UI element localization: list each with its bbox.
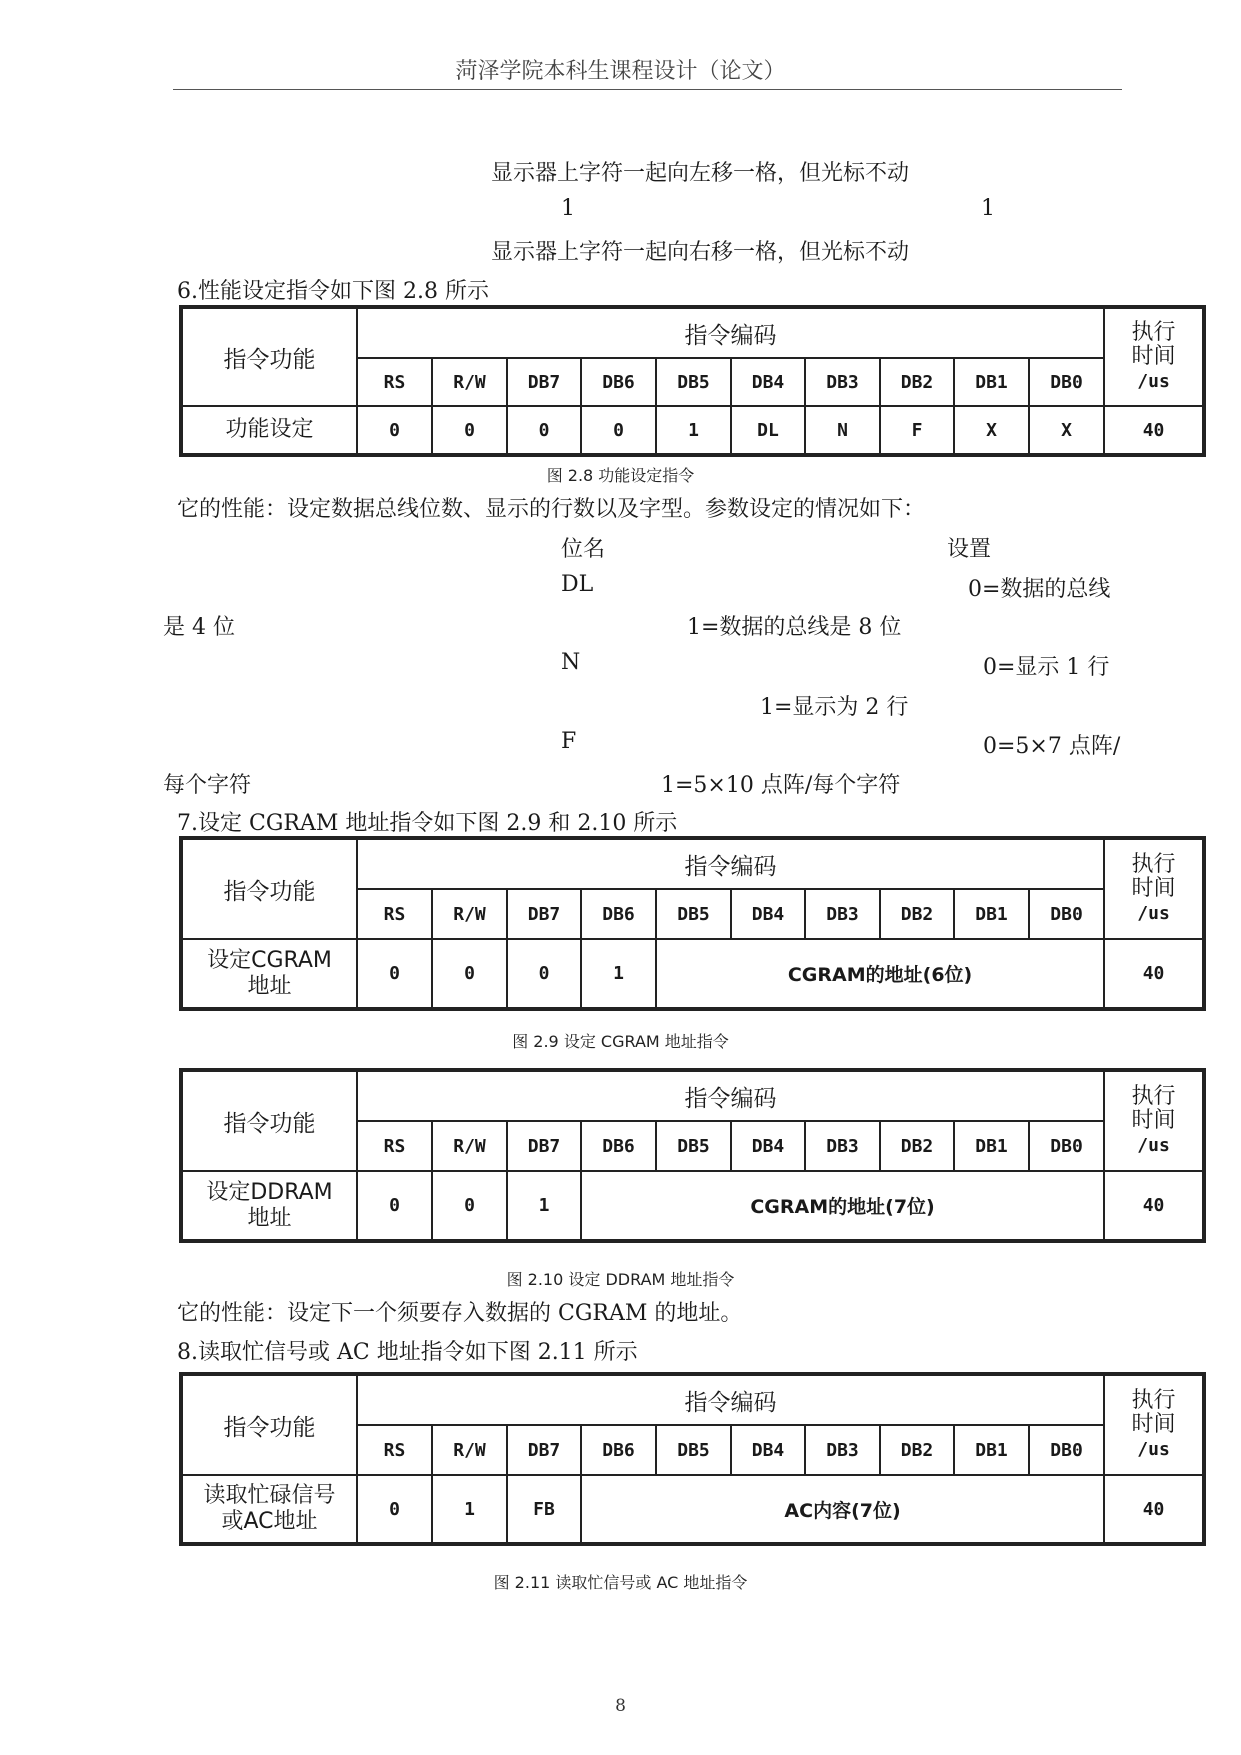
function-set-table [179, 305, 1206, 457]
param-col-setting: 设置 [947, 537, 992, 562]
param-col-name: 位名 [561, 537, 606, 562]
running-header: 菏泽学院本科生课程设计（论文） [455, 59, 786, 84]
col-db4: DB4 [731, 358, 805, 406]
param-dl-0: 0=数据的总线 [968, 577, 1111, 602]
col-db1: DB1 [954, 889, 1029, 939]
ddram-address-table [179, 1068, 1206, 1243]
col-db3: DB3 [805, 889, 880, 939]
col-rs: RS [357, 358, 432, 406]
col-rs: RS [357, 889, 432, 939]
enc-header: 指令编码 [357, 839, 1104, 889]
col-db1: DB1 [954, 1121, 1029, 1171]
shift-value-b: 1 [981, 196, 995, 221]
section-7-heading: 7.设定 CGRAM 地址指令如下图 2.9 和 2.10 所示 [177, 811, 678, 836]
col-db3: DB3 [805, 358, 880, 406]
cell: 1 [581, 939, 656, 1008]
cell: 1 [656, 406, 731, 454]
param-dl-0-cont: 是 4 位 [163, 615, 235, 640]
exec-time: 40 [1104, 939, 1203, 1008]
col-db2: DB2 [880, 1121, 954, 1171]
col-db4: DB4 [731, 889, 805, 939]
func-header: 指令功能 [182, 1071, 357, 1171]
func-header: 指令功能 [182, 308, 357, 406]
section-6-description: 它的性能：设定数据总线位数、显示的行数以及字型。参数设定的情况如下： [177, 497, 926, 522]
col-db6: DB6 [581, 889, 656, 939]
col-db6: DB6 [581, 358, 656, 406]
cell: X [1029, 406, 1104, 454]
func-header: 指令功能 [182, 1375, 357, 1475]
row-name: 设定DDRAM 地址 [182, 1171, 357, 1240]
exec-time: 40 [1104, 1171, 1203, 1240]
section-7-description: 它的性能：设定下一个须要存入数据的 CGRAM 的地址。 [177, 1301, 743, 1326]
col-db7: DB7 [507, 1425, 581, 1475]
exec-header: 执行 时间 /us [1104, 1375, 1203, 1475]
col-db7: DB7 [507, 889, 581, 939]
enc-header: 指令编码 [357, 1071, 1104, 1121]
cell: 0 [581, 406, 656, 454]
col-db3: DB3 [805, 1121, 880, 1171]
cell: 0 [507, 406, 581, 454]
cell: 0 [432, 939, 507, 1008]
col-db1: DB1 [954, 358, 1029, 406]
param-dl: DL [561, 572, 594, 597]
param-f-0-cont: 每个字符 [163, 773, 252, 798]
row-name: 设定CGRAM 地址 [182, 939, 357, 1008]
ac-content-span: AC内容(7位) [581, 1475, 1104, 1543]
exec-time: 40 [1104, 1475, 1203, 1543]
col-db5: DB5 [656, 358, 731, 406]
page-number: 8 [615, 1696, 626, 1716]
col-db7: DB7 [507, 358, 581, 406]
col-db6: DB6 [581, 1121, 656, 1171]
shift-left-text: 显示器上字符一起向左移一格，但光标不动 [491, 161, 910, 186]
col-db2: DB2 [880, 1425, 954, 1475]
row-name: 功能设定 [182, 406, 357, 454]
col-db0: DB0 [1029, 1425, 1104, 1475]
figure-caption-2-10: 图 2.10 设定 DDRAM 地址指令 [506, 1270, 735, 1289]
col-db3: DB3 [805, 1425, 880, 1475]
param-f: F [561, 729, 577, 754]
cell: 0 [357, 1475, 432, 1543]
param-n-0: 0=显示 1 行 [983, 655, 1110, 680]
cell: 1 [507, 1171, 581, 1240]
col-rs: RS [357, 1425, 432, 1475]
col-db1: DB1 [954, 1425, 1029, 1475]
cell: 0 [357, 406, 432, 454]
cell: X [954, 406, 1029, 454]
enc-header: 指令编码 [357, 308, 1104, 358]
busy-flag-table [179, 1372, 1206, 1546]
col-db5: DB5 [656, 1425, 731, 1475]
col-rw: R/W [432, 1121, 507, 1171]
param-n: N [561, 650, 581, 675]
col-db5: DB5 [656, 1121, 731, 1171]
address-span: CGRAM的地址(6位) [656, 939, 1104, 1008]
col-db0: DB0 [1029, 358, 1104, 406]
section-6-heading: 6.性能设定指令如下图 2.8 所示 [177, 279, 489, 304]
cell: DL [731, 406, 805, 454]
param-f-0: 0=5×7 点阵/ [983, 734, 1121, 759]
param-f-1: 1=5×10 点阵/每个字符 [661, 773, 901, 798]
header-rule [173, 89, 1122, 90]
col-rs: RS [357, 1121, 432, 1171]
cell: 0 [357, 1171, 432, 1240]
col-db4: DB4 [731, 1121, 805, 1171]
address-span: CGRAM的地址(7位) [581, 1171, 1104, 1240]
exec-header: 执行 时间 /us [1104, 839, 1203, 939]
cell: 0 [432, 1171, 507, 1240]
cell: FB [507, 1475, 581, 1543]
shift-right-text: 显示器上字符一起向右移一格，但光标不动 [491, 240, 910, 265]
cell: 0 [507, 939, 581, 1008]
col-db0: DB0 [1029, 889, 1104, 939]
param-n-1: 1=显示为 2 行 [760, 695, 909, 720]
col-db0: DB0 [1029, 1121, 1104, 1171]
figure-caption-2-8: 图 2.8 功能设定指令 [546, 466, 695, 485]
func-header: 指令功能 [182, 839, 357, 939]
param-dl-1: 1=数据的总线是 8 位 [687, 615, 902, 640]
row-name: 读取忙碌信号 或AC地址 [182, 1475, 357, 1543]
col-db5: DB5 [656, 889, 731, 939]
col-db2: DB2 [880, 889, 954, 939]
col-db7: DB7 [507, 1121, 581, 1171]
cell: N [805, 406, 880, 454]
col-rw: R/W [432, 889, 507, 939]
cell: F [880, 406, 954, 454]
figure-caption-2-9: 图 2.9 设定 CGRAM 地址指令 [512, 1032, 729, 1051]
figure-caption-2-11: 图 2.11 读取忙信号或 AC 地址指令 [493, 1573, 748, 1592]
col-db2: DB2 [880, 358, 954, 406]
enc-header: 指令编码 [357, 1375, 1104, 1425]
cell: 0 [432, 406, 507, 454]
col-db6: DB6 [581, 1425, 656, 1475]
exec-header: 执行 时间 /us [1104, 308, 1203, 406]
section-8-heading: 8.读取忙信号或 AC 地址指令如下图 2.11 所示 [177, 1340, 638, 1365]
col-db4: DB4 [731, 1425, 805, 1475]
cgram-address-table [179, 836, 1206, 1011]
exec-header: 执行 时间 /us [1104, 1071, 1203, 1171]
cell: 0 [357, 939, 432, 1008]
cell: 1 [432, 1475, 507, 1543]
col-rw: R/W [432, 1425, 507, 1475]
col-rw: R/W [432, 358, 507, 406]
exec-time: 40 [1104, 406, 1203, 454]
shift-value-a: 1 [561, 196, 575, 221]
